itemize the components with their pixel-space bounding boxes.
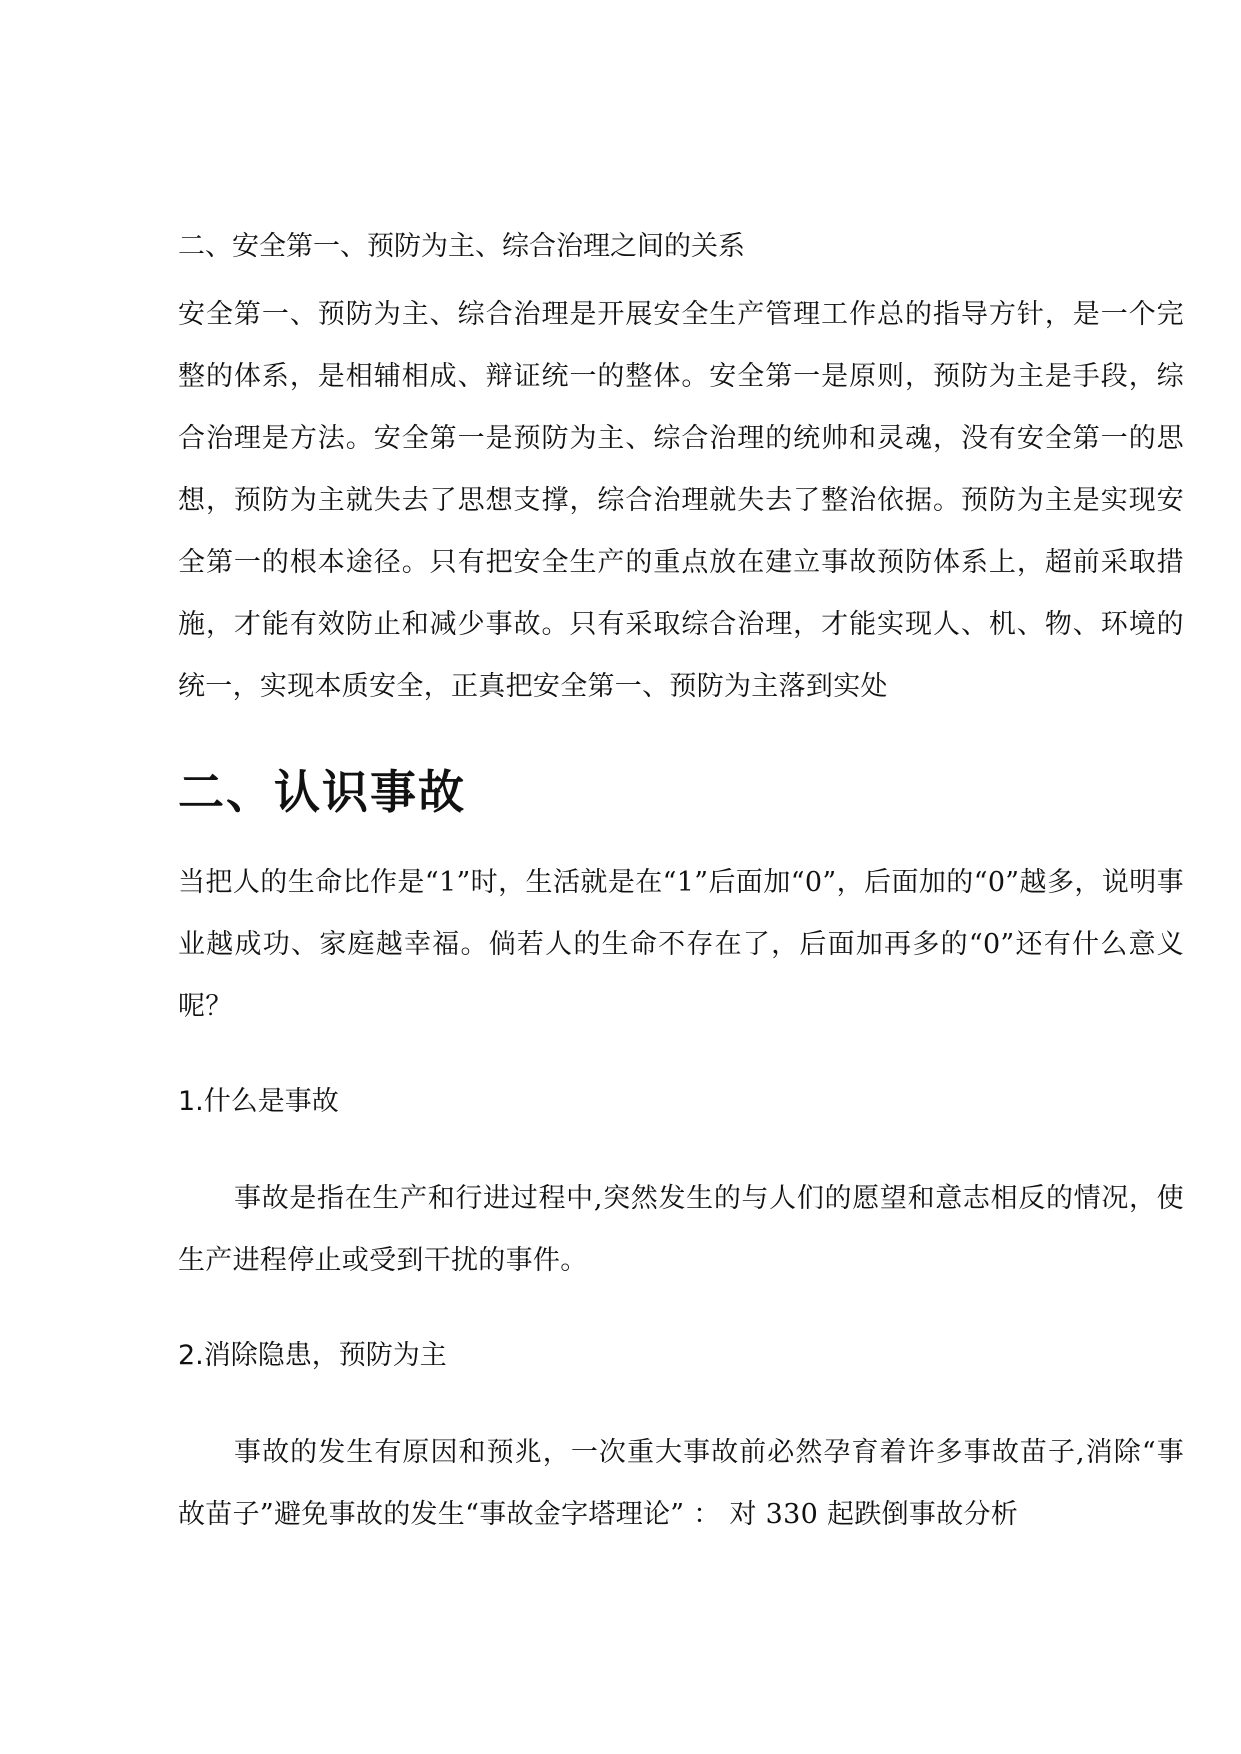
section-title: 二、安全第一、预防为主、综合治理之间的关系 — [178, 231, 745, 262]
document-body — [178, 222, 1184, 1546]
paragraph-life-metaphor: 当把人的生命比作是“1”时，生活就是在“1”后面加“0”，后面加的“0”越多，说明事业越成功、家庭越幸福。倘若人的生命不存在了，后面加再多的“0”还有什么意义呢？ — [178, 867, 1184, 1022]
paragraph-accident-definition: 事故是指在生产和行进过程中,突然发生的与人们的愿望和意志相反的情况，使生产进程停止或受到干扰的事件。 — [178, 1183, 1184, 1276]
paragraph-accident-pyramid: 事故的发生有原因和预兆，一次重大事故前必然孕育着许多事故苗子,消除“事故苗子”避免事故的发生“事故金字塔理论” ： 对 330 起跌倒事故分析 — [178, 1437, 1184, 1530]
heading-understanding-accidents: 二、认识事故 — [178, 765, 466, 819]
subheading-what-is-accident: 1.什么是事故 — [178, 1086, 339, 1117]
subheading-eliminate-hazards: 2.消除隐患，预防为主 — [178, 1340, 447, 1371]
paragraph-policy-relationship: 安全第一、预防为主、综合治理是开展安全生产管理工作总的指导方针，是一个完整的体系，是相辅相成、辩证统一的整体。安全第一是原则，预防为主是手段，综合治理是方法。安全第一是预防为主、综合治理的统帅和灵魂，没有安全第一的思想，预防为主就失去了思想支撑，综合治理就失去了整治依据。预防为主是实现安全第一的根本途径。只有把安全生产的重点放在建立事故预防体系上，超前采取措施，才能有效防止和减少事故。只有采取综合治理，才能实现人、机、物、环境的统一，实现本质安全，正真把安全第一、预防为主落到实处 — [178, 299, 1184, 702]
